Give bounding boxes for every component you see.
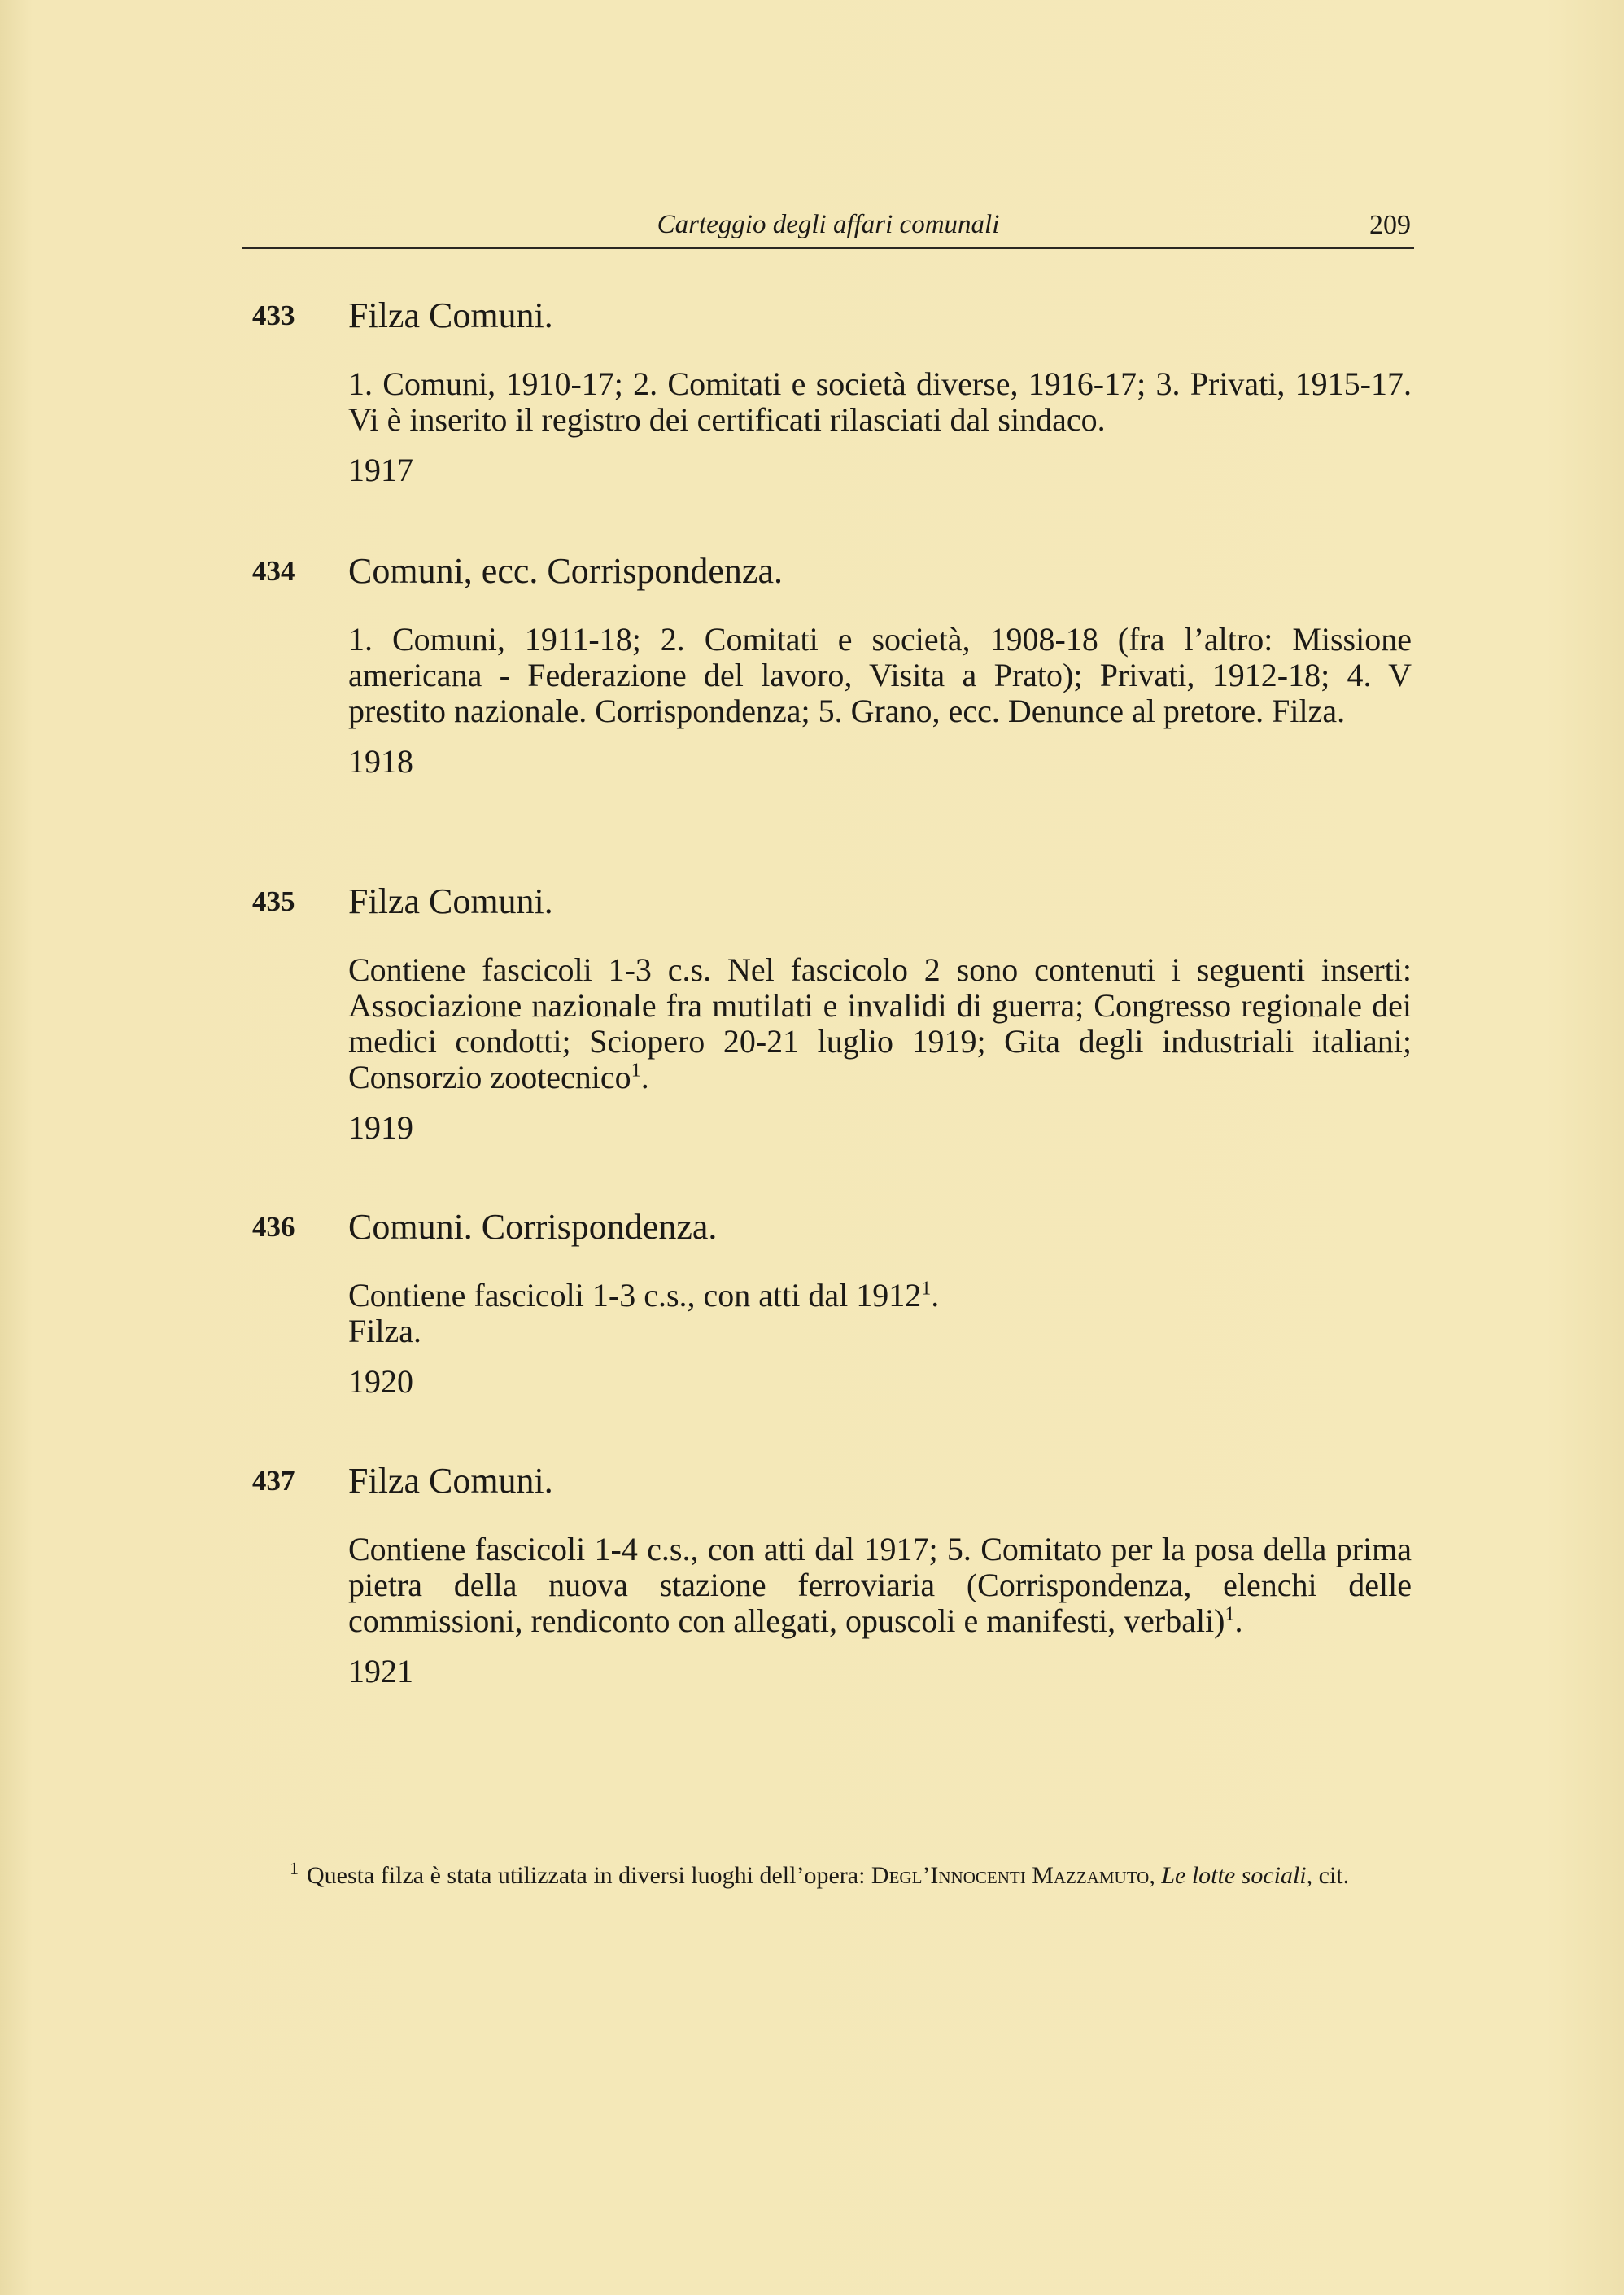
footnote [290,1854,1412,1890]
entry-number: 435 [252,885,295,917]
entry-description-text: 1. Comuni, 1911-18; 2. Comitati e società, 1908-18 (fra l’altro: Missione americana - Federazione del lavoro, Visita a Prato); Privati, 1912-18; 4. V prestito nazionale. Corrispondenza; 5. Grano, ecc. Denunce al pretore. Filza. [348,621,1412,729]
entry-number: 437 [252,1465,295,1497]
entry-title: Filza Comuni. [348,881,553,921]
archive-entry [252,1461,1412,1690]
entry-year: 1920 [348,1363,413,1400]
archive-entry [252,551,1412,780]
entry-description-text: 1. Comuni, 1910-17; 2. Comitati e società diverse, 1916-17; 3. Privati, 1915-17. Vi è inserito il registro dei certificati rilasciati dal sindaco. [348,365,1412,438]
running-title: Carteggio degli affari comunali [657,210,1000,239]
entry-number: 436 [252,1211,295,1243]
footnote-suffix: cit. [1318,1862,1350,1889]
entry-description [348,952,1412,1095]
entry-description-text: Contiene fascicoli 1-4 c.s., con atti dal 1917; 5. Comitato per la posa della prima pietra della nuova stazione ferroviaria (Corrispondenza, elenchi delle commissioni, rendiconto con allegati, opuscoli e manifesti, verbali) [348,1531,1412,1639]
footnote-marker: 1 [290,1858,299,1878]
entry-description [348,1532,1412,1639]
footnote-reference: 1 [1225,1603,1235,1625]
entry-description-end: . [931,1277,940,1314]
entry-description-end: . [1234,1602,1243,1639]
entry-number: 433 [252,299,295,331]
footnote-reference: 1 [631,1060,641,1082]
page-number: 209 [1369,210,1411,240]
entry-description [348,366,1412,438]
entry-description-extra: Filza. [348,1313,421,1349]
entry-description-text: Contiene fascicoli 1-3 c.s. Nel fascicolo 2 sono contenuti i seguenti inserti: Associazione nazionale fra mutilati e invalidi di guerra; Congresso regionale dei medici condotti; Sciopero 20-21 luglio 1919; Gita degli industriali italiani; Consorzio zootecnico [348,951,1412,1095]
entry-description-end: . [640,1059,649,1095]
archive-entry [252,1207,1412,1401]
entry-number: 434 [252,555,295,587]
entry-year: 1918 [348,743,413,780]
footnote-work-title: Le lotte sociali, [1161,1862,1313,1889]
entry-title: Comuni. Corrispondenza. [348,1207,718,1247]
entry-year: 1919 [348,1109,413,1146]
entry-description-text: Contiene fascicoli 1-3 c.s., con atti dal 1912 [348,1277,922,1314]
entry-title: Filza Comuni. [348,295,553,335]
entry-title: Comuni, ecc. Corrispondenza. [348,551,783,591]
footnote-author: Degl’Innocenti Mazzamuto, [871,1862,1155,1889]
archive-entry [252,295,1412,489]
running-header [242,205,1414,249]
entry-description [348,1278,1412,1349]
entry-year: 1921 [348,1653,413,1690]
entry-description [348,622,1412,729]
footnote-text: Questa filza è stata utilizzata in diversi luoghi dell’opera: [307,1862,866,1889]
archive-entry [252,881,1412,1147]
entry-year: 1917 [348,452,413,488]
entry-title: Filza Comuni. [348,1461,553,1501]
footnote-reference: 1 [921,1278,932,1300]
